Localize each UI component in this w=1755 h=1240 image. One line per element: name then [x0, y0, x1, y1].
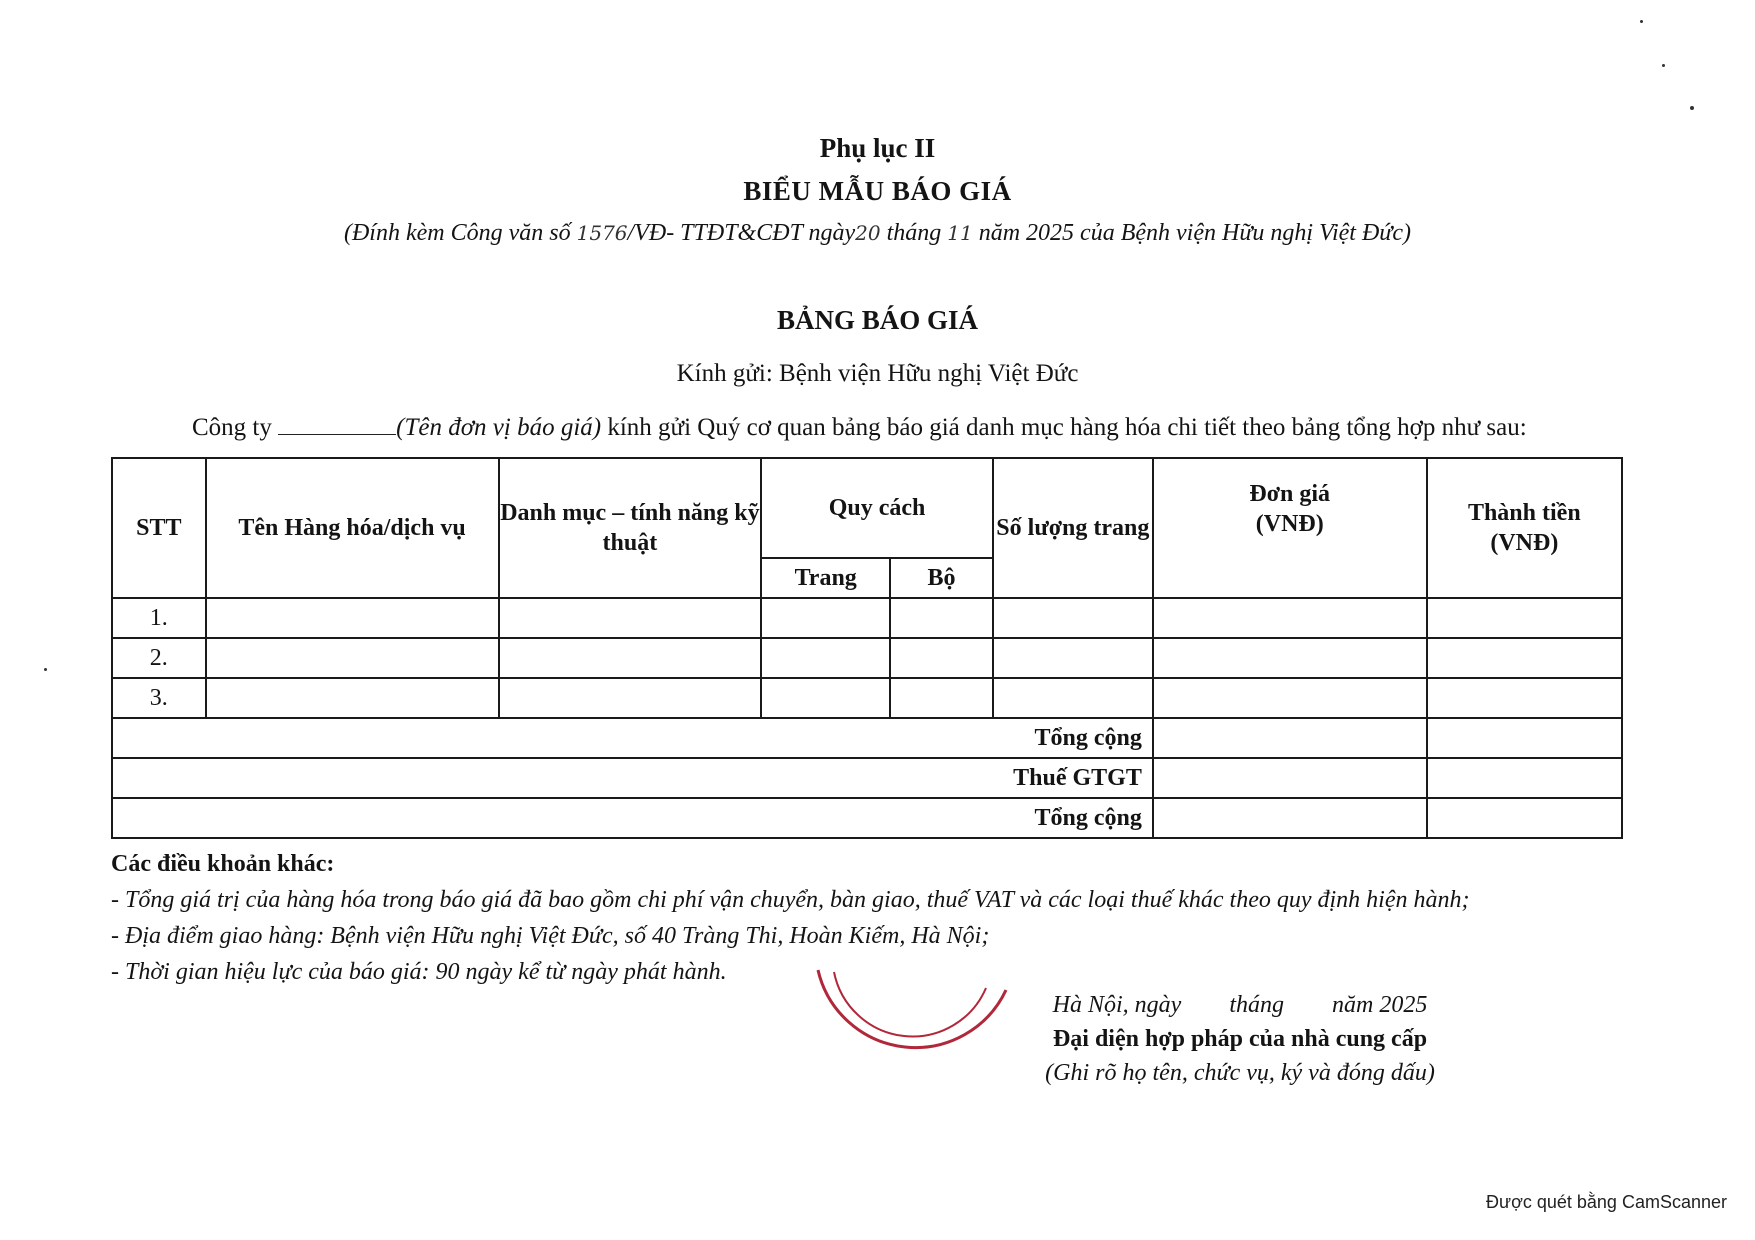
header-amount-label: Thành tiền — [1467, 500, 1581, 526]
cell-name[interactable] — [206, 678, 499, 718]
header-unit-price — [1153, 458, 1427, 598]
cell-unit-price[interactable] — [1153, 678, 1427, 718]
cell-quantity[interactable] — [993, 598, 1153, 638]
table-title: BẢNG BÁO GIÁ — [776, 305, 979, 335]
term-item: - Địa điểm giao hàng: Bệnh viện Hữu nghị Việt Đức, số 40 Tràng Thi, Hoàn Kiếm, Hà Nội; — [111, 923, 990, 949]
cell-amount[interactable] — [1427, 598, 1622, 638]
handwritten-doc-number: 1576 — [576, 221, 628, 245]
cell-unit-price[interactable] — [1153, 598, 1427, 638]
cell-name[interactable] — [206, 598, 499, 638]
summary-row-grand-total — [112, 798, 1622, 838]
cell-quantity[interactable] — [993, 678, 1153, 718]
header-format-pages: Trang — [761, 558, 890, 598]
summary-amount[interactable] — [1427, 758, 1622, 798]
scan-speck — [1640, 20, 1643, 23]
attachment-prefix: (Đính kèm Công văn số — [343, 220, 571, 246]
intro-line — [192, 414, 1527, 442]
header-quantity: Số lượng trang — [993, 458, 1153, 598]
attachment-line — [0, 220, 1755, 247]
cell-set[interactable] — [890, 678, 993, 718]
scan-speck — [1690, 106, 1694, 110]
summary-row-total — [112, 718, 1622, 758]
row-stt: 2. — [112, 638, 206, 678]
cell-quantity[interactable] — [993, 638, 1153, 678]
scanner-watermark: Được quét bằng CamScanner — [1486, 1192, 1727, 1212]
day-label: ngày — [808, 220, 856, 246]
row-stt: 3. — [112, 678, 206, 718]
scan-speck — [44, 668, 47, 671]
cell-spec[interactable] — [499, 678, 762, 718]
handwritten-day: 20 — [855, 221, 881, 245]
term-item: - Tổng giá trị của hàng hóa trong báo giá đã bao gồm chi phí vận chuyển, bàn giao, thuế VAT và các loại thuế khác theo quy định hiện hành; — [111, 887, 1470, 913]
cell-name[interactable] — [206, 638, 499, 678]
signature-date: Hà Nội, ngày tháng năm 2025 — [1052, 992, 1428, 1018]
summary-amount[interactable] — [1427, 798, 1622, 838]
summary-unit-price[interactable] — [1153, 758, 1427, 798]
header-name: Tên Hàng hóa/dịch vụ — [206, 458, 499, 598]
appendix-label: Phụ lục II — [819, 133, 936, 163]
cell-unit-price[interactable] — [1153, 638, 1427, 678]
header-amount-currency: (VNĐ) — [1490, 530, 1559, 556]
cell-pages[interactable] — [761, 678, 890, 718]
header-stt: STT — [112, 458, 206, 598]
signature-block — [1010, 988, 1470, 1090]
cell-pages[interactable] — [761, 638, 890, 678]
cell-pages[interactable] — [761, 598, 890, 638]
terms-title: Các điều khoản khác: — [111, 851, 335, 877]
cell-amount[interactable] — [1427, 638, 1622, 678]
term-item: - Thời gian hiệu lực của báo giá: 90 ngày kể từ ngày phát hành. — [111, 959, 727, 985]
summary-label-grand-total: Tổng cộng — [112, 798, 1153, 838]
header-format-set: Bộ — [890, 558, 993, 598]
intro-rest: kính gửi Quý cơ quan bảng báo giá danh mục hàng hóa chi tiết theo bảng tổng hợp như sau: — [607, 414, 1527, 441]
company-placeholder: (Tên đơn vị báo giá) — [396, 414, 602, 441]
quote-table — [111, 457, 1623, 839]
summary-label-total: Tổng cộng — [112, 718, 1153, 758]
summary-unit-price[interactable] — [1153, 798, 1427, 838]
company-blank — [278, 414, 396, 435]
table-row — [112, 638, 1622, 678]
company-label: Công ty — [192, 414, 272, 441]
handwritten-month: 11 — [947, 221, 973, 245]
summary-unit-price[interactable] — [1153, 718, 1427, 758]
cell-set[interactable] — [890, 638, 993, 678]
recipient-line: Kính gửi: Bệnh viện Hữu nghị Việt Đức — [676, 360, 1079, 387]
header-unit-price-currency: (VNĐ) — [1255, 511, 1324, 537]
summary-amount[interactable] — [1427, 718, 1622, 758]
table-row — [112, 598, 1622, 638]
month-label: tháng — [886, 220, 942, 246]
signature-role: Đại diện hợp pháp của nhà cung cấp — [1052, 1026, 1428, 1052]
scan-speck — [1662, 64, 1665, 67]
summary-row-vat — [112, 758, 1622, 798]
header-format: Quy cách — [761, 458, 993, 558]
form-title: BIỂU MẪU BÁO GIÁ — [743, 176, 1012, 206]
row-stt: 1. — [112, 598, 206, 638]
red-stamp-icon — [806, 960, 1026, 1100]
table-row — [112, 678, 1622, 718]
cell-set[interactable] — [890, 598, 993, 638]
header-spec: Danh mục – tính năng kỹ thuật — [499, 458, 762, 598]
header-amount — [1427, 458, 1622, 598]
header-unit-price-label: Đơn giá — [1249, 481, 1331, 507]
cell-spec[interactable] — [499, 638, 762, 678]
cell-amount[interactable] — [1427, 678, 1622, 718]
signature-note: (Ghi rõ họ tên, chức vụ, ký và đóng dấu) — [1045, 1060, 1435, 1086]
summary-label-vat: Thuế GTGT — [112, 758, 1153, 798]
attachment-suffix: năm 2025 của Bệnh viện Hữu nghị Việt Đức) — [978, 220, 1412, 246]
attachment-doc-code: /VĐ- TTĐT&CĐT — [627, 220, 803, 246]
cell-spec[interactable] — [499, 598, 762, 638]
